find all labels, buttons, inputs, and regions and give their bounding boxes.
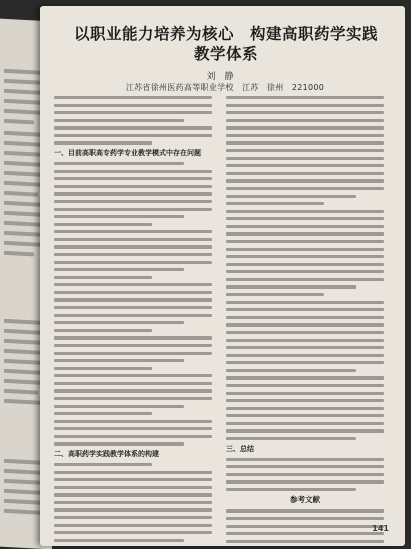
- right-column: [226, 96, 384, 546]
- article-title: [66, 24, 386, 64]
- title-line-2: 教学体系: [193, 45, 258, 63]
- title-line-1: 以职业能力培养为核心 构建高职药学实践: [73, 25, 378, 43]
- section-heading-2: 二、高职药学实践教学体系的构建: [54, 450, 159, 459]
- section-heading-1: 一、目前高职高专药学专业教学模式中存在问题: [54, 149, 201, 158]
- author-affiliation: 江苏省徐州医药高等职业学校 江苏 徐州 221000: [125, 83, 325, 92]
- page-number: 141: [372, 524, 389, 533]
- section-heading-3: 三、总结: [226, 444, 254, 453]
- journal-page: [40, 6, 405, 546]
- page-footer: [372, 525, 389, 534]
- left-column: [54, 96, 212, 546]
- author-name: 刘 静: [206, 72, 234, 82]
- references-heading: 参考文献: [290, 495, 320, 505]
